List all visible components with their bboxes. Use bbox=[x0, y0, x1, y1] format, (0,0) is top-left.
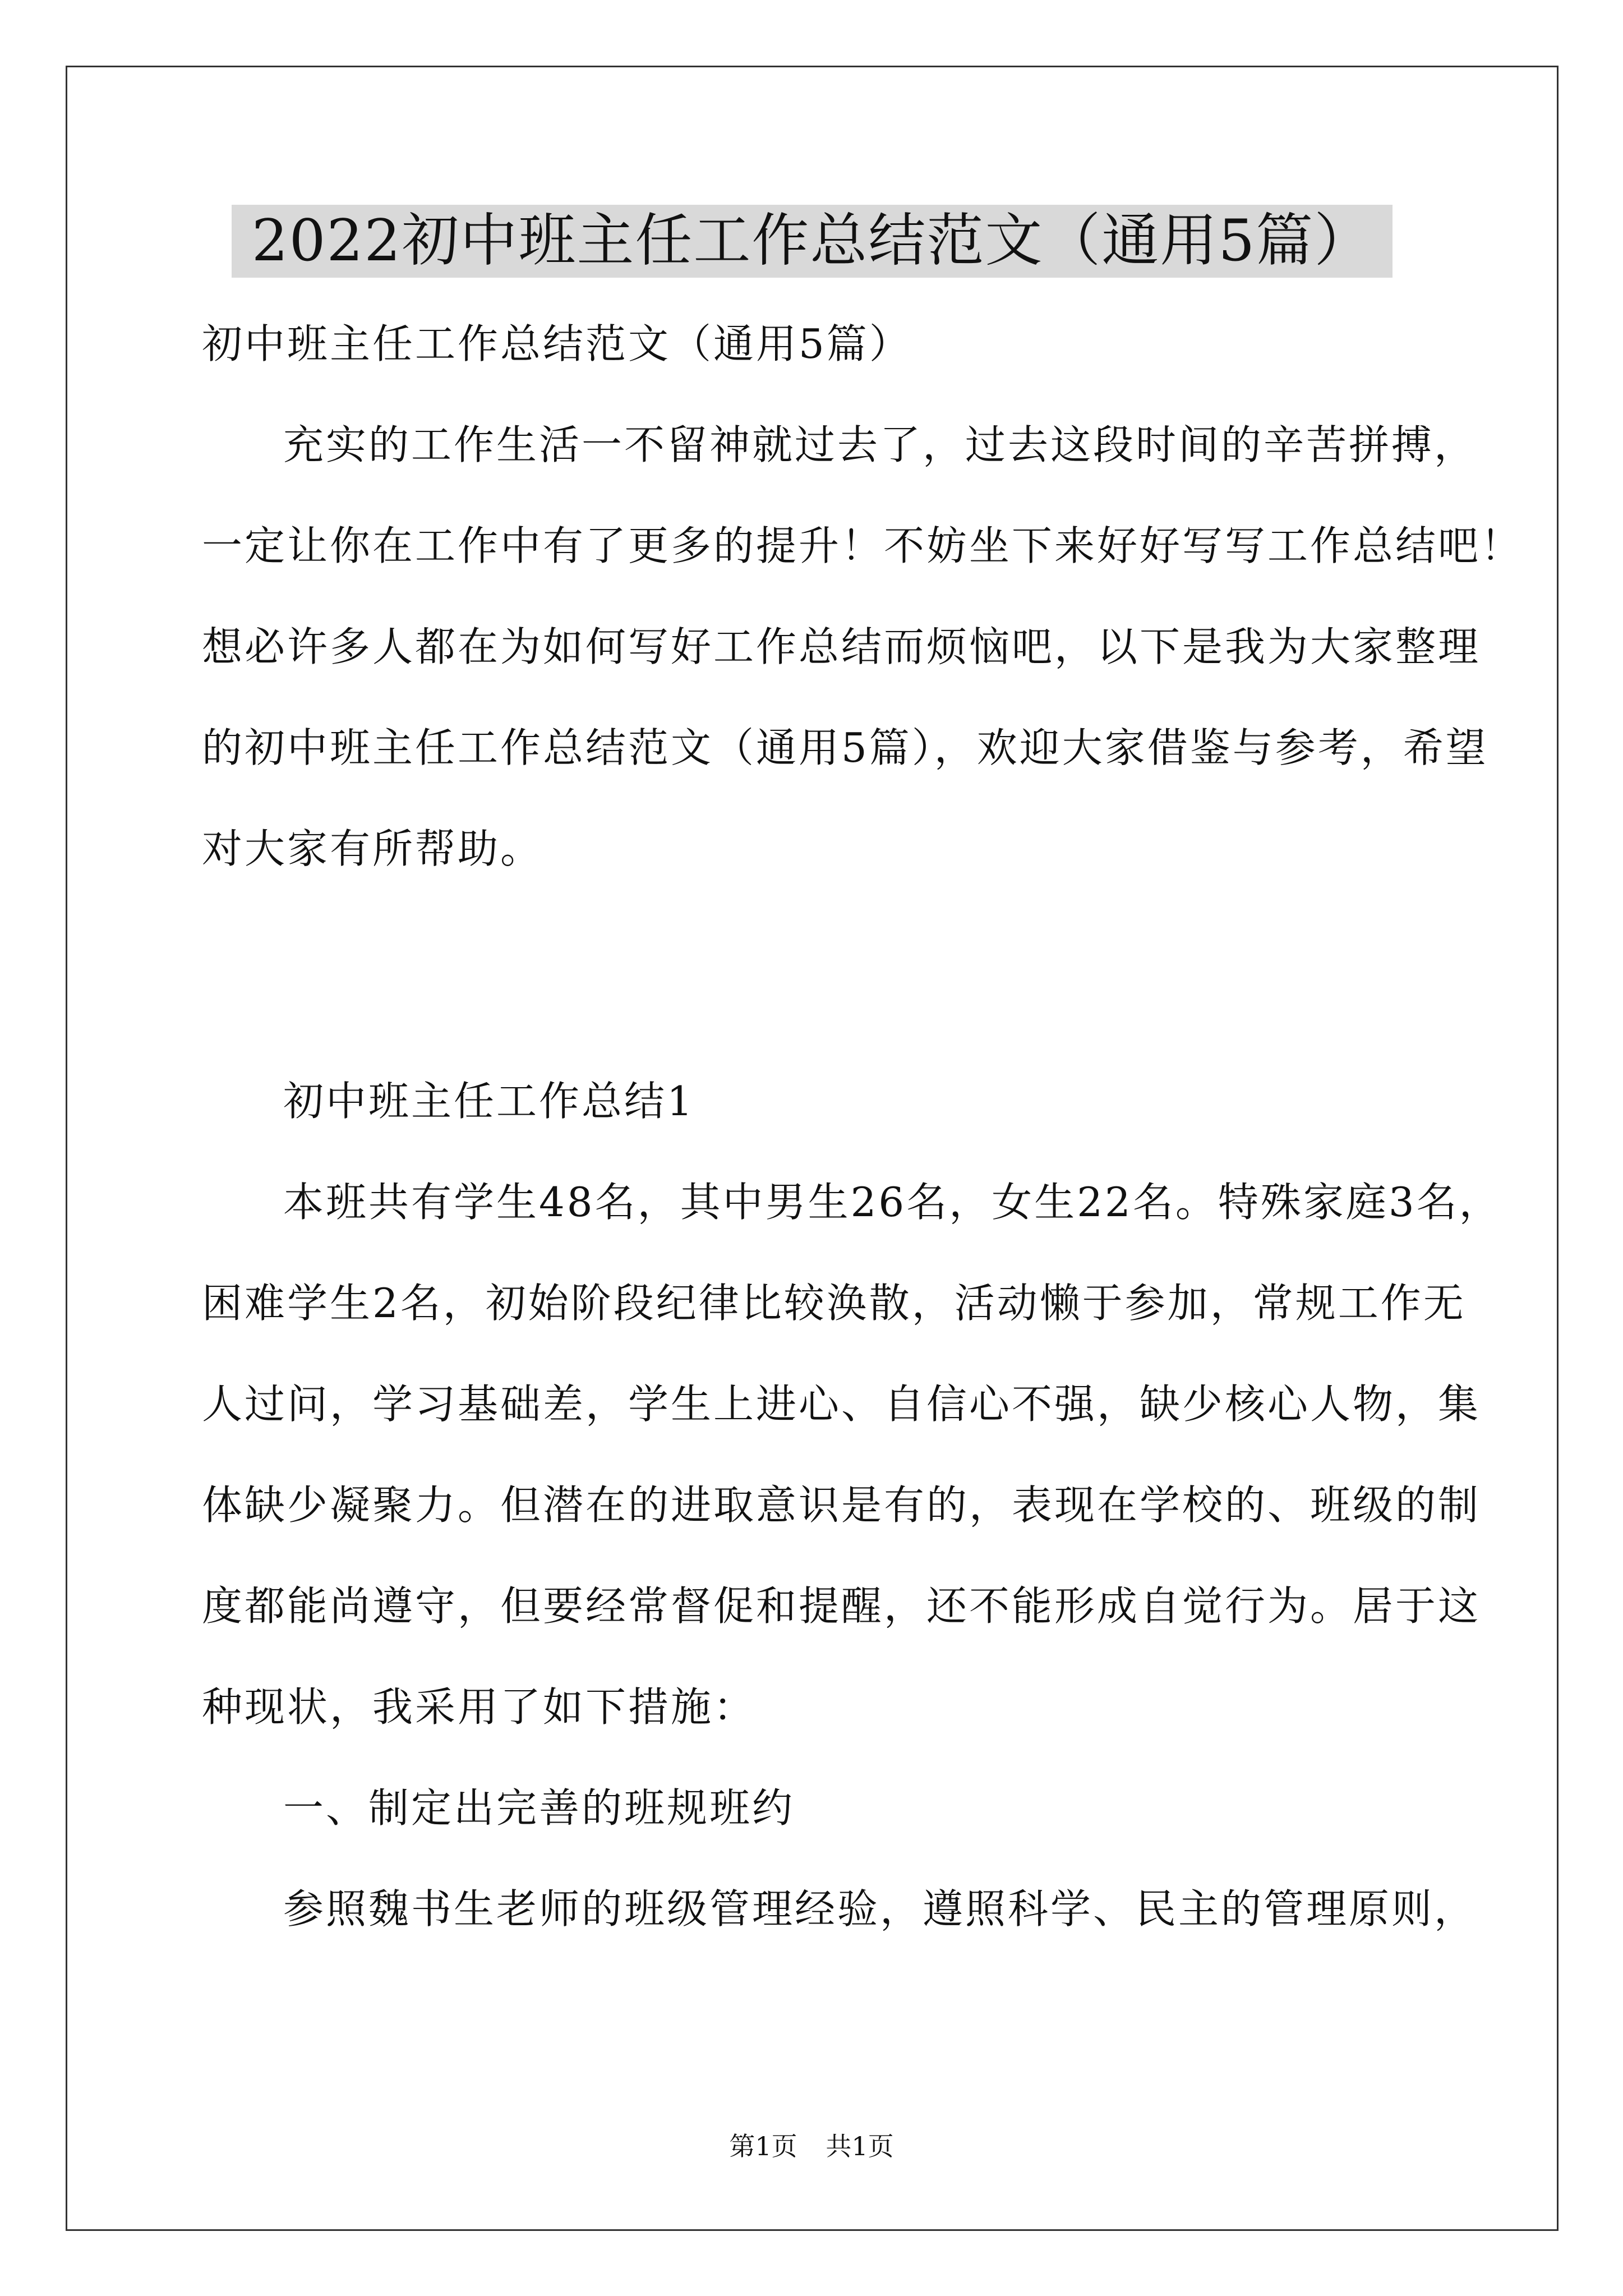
intro-line-5: 对大家有所帮助。 bbox=[202, 825, 543, 872]
document-subtitle: 初中班主任工作总结范文（通用5篇） bbox=[202, 320, 912, 367]
subheading: 一、制定出完善的班规班约 bbox=[283, 1784, 795, 1832]
intro-line-2: 一定让你在工作中有了更多的提升！不妨坐下来好好写写工作总结吧！ bbox=[202, 522, 1524, 569]
body-line-6: 种现状，我采用了如下措施： bbox=[202, 1683, 757, 1731]
body-line-2: 困难学生2名，初始阶段纪律比较涣散，活动懒于参加，常规工作无 bbox=[202, 1280, 1466, 1327]
body-line-7: 参照魏书生老师的班级管理经验，遵照科学、民主的管理原则， bbox=[283, 1885, 1477, 1932]
document-title: 2022初中班主任工作总结范文（通用5篇） bbox=[251, 208, 1373, 274]
body-line-4: 体缺少凝聚力。但潜在的进取意识是有的，表现在学校的、班级的制 bbox=[202, 1481, 1481, 1529]
intro-line-3: 想必许多人都在为如何写好工作总结而烦恼吧，以下是我为大家整理 bbox=[202, 623, 1481, 670]
body-line-5: 度都能尚遵守，但要经常督促和提醒，还不能形成自觉行为。居于这 bbox=[202, 1582, 1481, 1630]
page-number-current: 第1页 bbox=[729, 2131, 797, 2161]
body-line-3: 人过问，学习基础差，学生上进心、自信心不强，缺少核心人物，集 bbox=[202, 1381, 1481, 1428]
intro-line-1: 充实的工作生活一不留神就过去了，过去这段时间的辛苦拼搏， bbox=[283, 421, 1477, 468]
page-number-total: 共1页 bbox=[826, 2131, 894, 2161]
body-line-1: 本班共有学生48名，其中男生26名，女生22名。特殊家庭3名， bbox=[283, 1179, 1502, 1226]
page-footer bbox=[0, 2126, 1623, 2163]
intro-line-4: 的初中班主任工作总结范文（通用5篇），欢迎大家借鉴与参考，希望 bbox=[202, 724, 1488, 771]
section-heading: 初中班主任工作总结1 bbox=[283, 1078, 695, 1125]
